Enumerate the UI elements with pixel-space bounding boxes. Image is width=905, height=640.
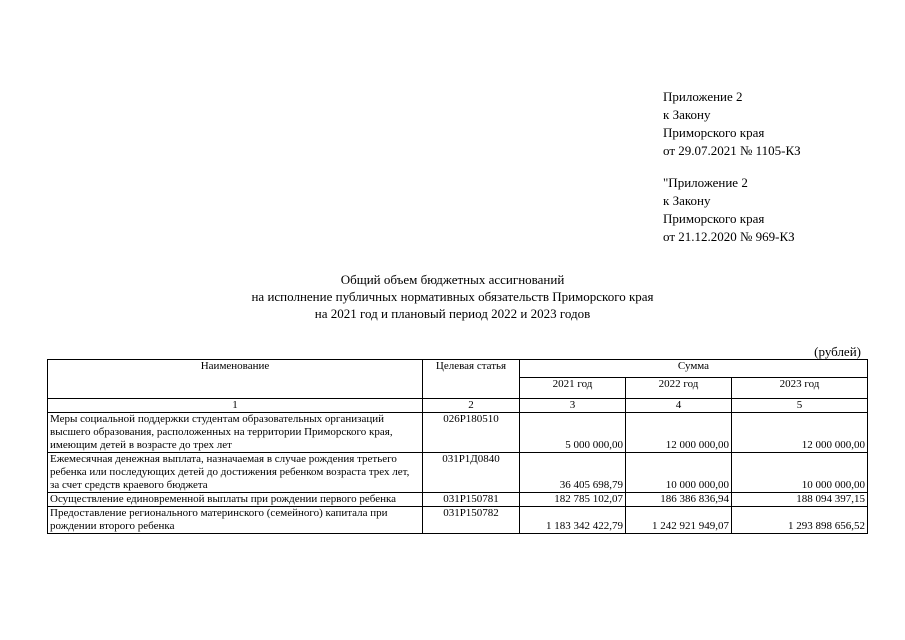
title-line1: Общий объем бюджетных ассигнований [340,272,565,287]
annex-current-block [663,88,801,160]
row-code: 031Р1Д0840 [423,453,520,493]
header-year-2021: 2021 год [520,378,626,399]
header-sum: Сумма [520,360,868,378]
annex-original-line1: "Приложение 2 [663,175,748,190]
header-target: Целевая статья [423,360,520,399]
row-amount-2021: 182 785 102,07 [520,493,626,507]
row-name: Осуществление единовременной выплаты при рождении первого ребенка [48,493,423,507]
row-amount-2022: 1 242 921 949,07 [626,507,732,534]
document-title [0,271,905,322]
table-row [48,413,868,453]
annex-original-block [663,174,795,246]
row-amount-2023: 12 000 000,00 [732,413,868,453]
header-name: Наименование [48,360,423,399]
annex-current-line2: к Закону [663,107,711,122]
budget-table [47,359,868,534]
row-name: Ежемесячная денежная выплата, назначаемая в случае рождения третьего ребенка или последующих детей до достижения ребенком возраста трех лет, за счет средств краевого бюджета [48,453,423,493]
row-amount-2021: 36 405 698,79 [520,453,626,493]
row-code: 031Р150782 [423,507,520,534]
annex-original-line2: к Закону [663,193,711,208]
annex-current-line4: от 29.07.2021 № 1105-КЗ [663,143,801,158]
table-row [48,507,868,534]
row-amount-2022: 10 000 000,00 [626,453,732,493]
column-number: 3 [520,399,626,413]
row-amount-2022: 12 000 000,00 [626,413,732,453]
row-amount-2021: 1 183 342 422,79 [520,507,626,534]
title-line2: на исполнение публичных нормативных обязательств Приморского края [251,289,654,304]
row-amount-2023: 1 293 898 656,52 [732,507,868,534]
title-line3: на 2021 год и плановый период 2022 и 2023 годов [314,306,591,321]
table-header-row [48,360,868,378]
column-number: 1 [48,399,423,413]
column-number: 2 [423,399,520,413]
column-number-row [48,399,868,413]
units-label: (рублей) [814,344,861,359]
row-code: 026Р180510 [423,413,520,453]
row-name: Меры социальной поддержки студентам образовательных организаций высшего образования, расположенных на территории Приморского края, имеющим детей в возрасте до трех лет [48,413,423,453]
annex-original-line4: от 21.12.2020 № 969-КЗ [663,229,795,244]
row-amount-2023: 10 000 000,00 [732,453,868,493]
annex-current-line1: Приложение 2 [663,89,743,104]
annex-original-line3: Приморского края [663,211,765,226]
header-year-2022: 2022 год [626,378,732,399]
header-year-2023: 2023 год [732,378,868,399]
annex-current-line3: Приморского края [663,125,765,140]
table-row [48,453,868,493]
row-amount-2022: 186 386 836,94 [626,493,732,507]
row-name: Предоставление регионального материнского (семейного) капитала при рождении второго ребенка [48,507,423,534]
column-number: 5 [732,399,868,413]
row-amount-2021: 5 000 000,00 [520,413,626,453]
row-amount-2023: 188 094 397,15 [732,493,868,507]
row-code: 031Р150781 [423,493,520,507]
table-row [48,493,868,507]
column-number: 4 [626,399,732,413]
